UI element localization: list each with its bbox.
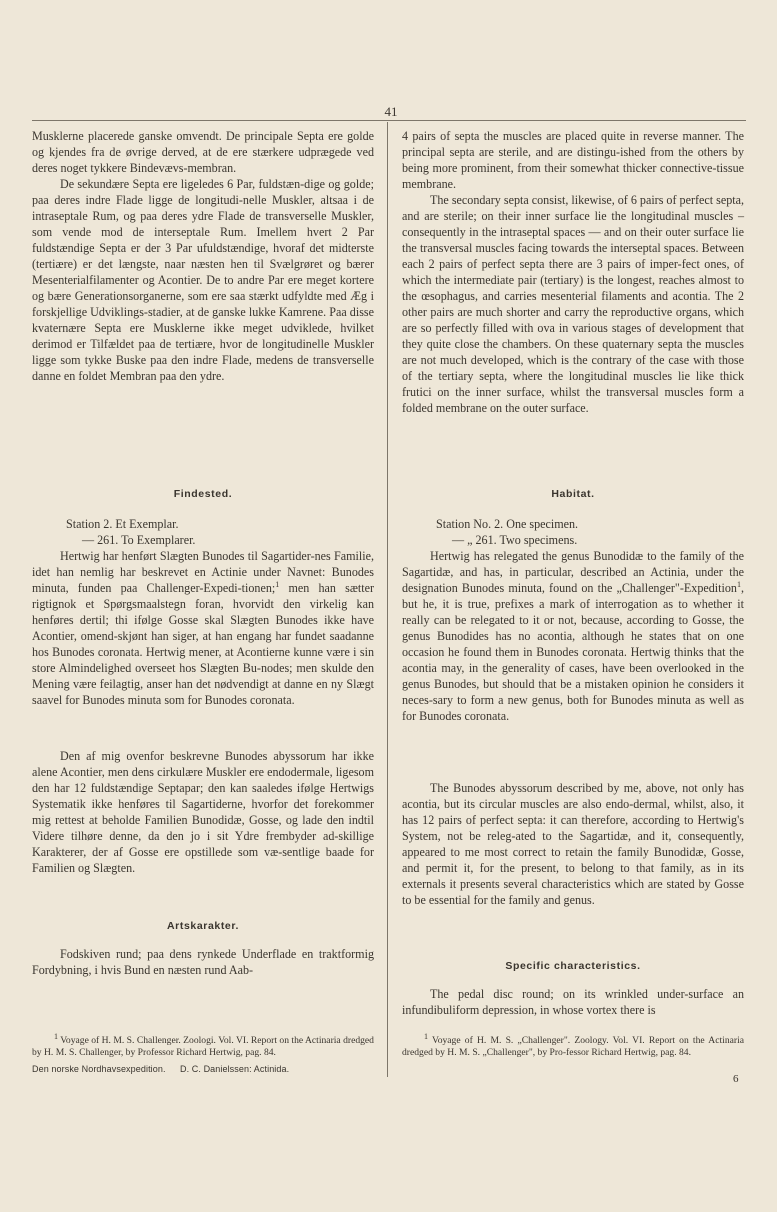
footer-author: D. C. Danielssen: Actinida. xyxy=(179,1064,290,1074)
heading-habitat: Habitat. xyxy=(551,488,595,500)
footnote-ref: 1 xyxy=(275,579,280,589)
left-footnote-body: Voyage of H. M. S. Challenger. Zoologi. Vol. VI. Report on the Actinaria dredged by H. M. S. Challenger, by Professor Richard Hertwig, pag. 84. xyxy=(32,1035,374,1058)
right-abyssorum-paragraph: The Bunodes abyssorum described by me, above, not only has acontia, but its circular muscles are also endo-dermal, whilst, also, it has 12 pairs of perfect septa: it can therefore, according to Hertwig's System, not be releg-ated to the Sagartidæ, and it, consequently, appeared to me most correct to retain the family Bunodidæ, Gosse, and permit it, for the present, to belong to that family, as in its externals it presents several characteristics which are stated by Gosse to be essential for the family and genus. xyxy=(402,781,744,907)
left-hertwig-text-cont: men han sætter rigtignok et Spørgsmaalstegn foran, hvorvidt den virkelig kan henføres dertil; thi ifølge Gosse skal Slægten Bunodes ikke have Acontier, omend-skjønt han siger, at han engang har fundet saadanne hos Bunodes coronata. Hertwig mener, at Acontierne kunne være i sin store Almindelighed overseet hos Slægten Bu-nodes; men skulde den Mening være feilagtig, anser han det nødvendigt at danne en ny Slægt saavel for Bunodes minuta som for Bunodes coronata. xyxy=(32,581,374,707)
column-divider xyxy=(387,122,388,1077)
right-secondary-septa-paragraph: The secondary septa consist, likewise, of 6 pairs of perfect septa, and are sterile; on their inner surface lie the longitudinal muscles – consequently in the intraseptal spaces — and on their outer surface lie the transversal muscles facing towards the interseptal spaces. Between each 2 pairs of perfect septa there are 3 pairs of imper-fect ones, of which the intermediate pair (tertiary) is the longest, reaches almost to the œsophagus, and carries mesenterial filaments and acontia. The 2 other pairs are much shorter and carry the reproductive organs, which are so perfectly filled with ova in various stages of development that they quite close the chambers. On these quaternary septa the muscles are not much developed, which is the contrary of the case with those of the tertiary septa, where the longitudinal muscles lie like thick frutici on the inner surface, whilst the transversal muscles form a folded membrane on the outer surface. xyxy=(402,193,744,415)
left-abyssorum-block xyxy=(32,748,374,876)
right-station-line: Station No. 2. One specimen. xyxy=(436,517,579,531)
right-pedal-paragraph: The pedal disc round; on its wrinkled under-surface an infundibuliform depression, in whose vortex there is xyxy=(402,987,744,1017)
left-station-line: — 261. To Exemplarer. xyxy=(82,533,196,547)
right-intro-paragraph: 4 pairs of septa the muscles are placed quite in reverse manner. The principal septa are sterile, and are distingu-ished from the others by being more prominent, from their somewhat thicker connective-tissue membrane. xyxy=(402,129,744,191)
left-footnote xyxy=(32,1031,374,1059)
left-footnote-text xyxy=(32,1031,374,1059)
footnote-mark: 1 xyxy=(54,1031,58,1041)
right-pedal-block xyxy=(402,986,744,1018)
left-intro-block xyxy=(32,128,374,384)
page-number: 41 xyxy=(384,104,398,119)
right-station-line: — „ 261. Two specimens. xyxy=(452,533,578,547)
signature-mark: 6 xyxy=(733,1073,739,1085)
heading-artskarakter: Artskarakter. xyxy=(166,920,239,932)
left-station-line: Station 2. Et Exemplar. xyxy=(66,517,179,531)
left-fodskiven-paragraph: Fodskiven rund; paa dens rynkede Underflade en traktformig Fordybning, i hvis Bund en næsten rund Aab- xyxy=(32,947,374,977)
header-rule xyxy=(32,120,746,121)
left-hertwig-paragraph xyxy=(32,548,374,708)
right-hertwig-paragraph xyxy=(402,548,744,724)
left-fodskiven-block xyxy=(32,946,374,978)
right-hertwig-text-cont: , but he, it is true, prefixes a mark of interrogation as to whether it really can be relegated to it or not, because, according to Gosse, the genus Bunodides has no acontia, although he states that on one occasion he found them in Bunodes coronata. Hertwig thinks that the acontia may, in the generality of cases, have been overlooked in the genus Bunodes, but should that be a mistaken opinion he considers it neces-sary to form a new genus, both for Bunodes minuta as well as for Bunodes coronata. xyxy=(402,581,744,723)
right-intro-block xyxy=(402,128,744,416)
footnote-mark: 1 xyxy=(424,1031,428,1041)
right-abyssorum-block xyxy=(402,780,744,908)
right-habitat-block xyxy=(402,516,744,724)
footer-series-title: Den norske Nordhavsexpedition. xyxy=(32,1064,166,1074)
right-footnote-text xyxy=(402,1031,744,1059)
heading-findested: Findested. xyxy=(173,488,233,500)
left-habitat-block xyxy=(32,516,374,708)
left-abyssorum-paragraph: Den af mig ovenfor beskrevne Bunodes abyssorum har ikke alene Acontier, men dens cirkulære Muskler ere endodermale, ligesom den har 12 fuldstændige Septapar; den kan saaledes ifølge Hertwigs Systematik ikke henføres til Sagartiderne, hvorfor det forekommer mig rettest at beholde Familien Bunodidæ, Gosse, og lade den indtil Videre tilhøre denne, da den jo i sit Ydre frembyder ad-skillige Karakterer, der af Gosse ere opstillede som væ-sentlige baade for Familien og Slægten. xyxy=(32,749,374,875)
running-footer xyxy=(32,1064,374,1074)
left-hertwig-text: Hertwig har henført Slægten Bunodes til Sagartider-nes Familie, idet han nemlig har beskrevet en Actinie under Navnet: Bunodes minuta, funden paa Challenger-Expedi-tionen; xyxy=(32,549,374,595)
left-secondary-septa-paragraph: De sekundære Septa ere ligeledes 6 Par, fuldstæn-dige og golde; paa deres indre Flade ligge de longitudi-nelle Muskler, altsaa i de intraseptale Rum, og paa deres ydre Flade de transverselle Muskler, som vende mod de interseptale Rum. Imellem hvert 2 Par fuldstændige Septa er der 3 Par ufuldstændige, hvoraf det midterste (tertiære) er det længste, naar næsten hen til Svælgrøret og bærer Mesenterialfilamenter og Acontier. De to andre Par ere meget kortere og bære Generationsorganerne, som ere saa stærkt udfyldte med Æg i forskjellige Udviklings-stadier, at de ganske lukke Kamrene. Paa disse kvaternære Septa ere Musklerne ikke meget udviklede, hvilket derimod er Tilfældet paa de tertiære, hvor de longitudinelle Muskler ligge som tykke Buske paa den indre Flade, medens de transverselle danne en foldet Membran paa den ydre. xyxy=(32,177,374,383)
left-intro-paragraph: Musklerne placerede ganske omvendt. De principale Septa ere golde og kjendes fra de øvrige derved, at de ere stærkere udprægede ved deres noget tykkere Bindevævs-membran. xyxy=(32,129,374,175)
right-hertwig-text: Hertwig has relegated the genus Bunodidæ to the family of the Sagartidæ, and has, in particular, described an Actinia, under the designation Bunodes minuta, found on the „Challenger"-Expedition xyxy=(402,549,744,595)
right-footnote-body: Voyage of H. M. S. „Challenger". Zoology. Vol. VI. Report on the Actinaria dredged by H. M. S. „Challenger", by Pro-fessor Richard Hertwig, pag. 84. xyxy=(402,1035,744,1058)
footnote-ref: 1 xyxy=(736,579,741,589)
heading-specific-characteristics: Specific characteristics. xyxy=(505,960,641,972)
right-footnote xyxy=(402,1031,744,1059)
